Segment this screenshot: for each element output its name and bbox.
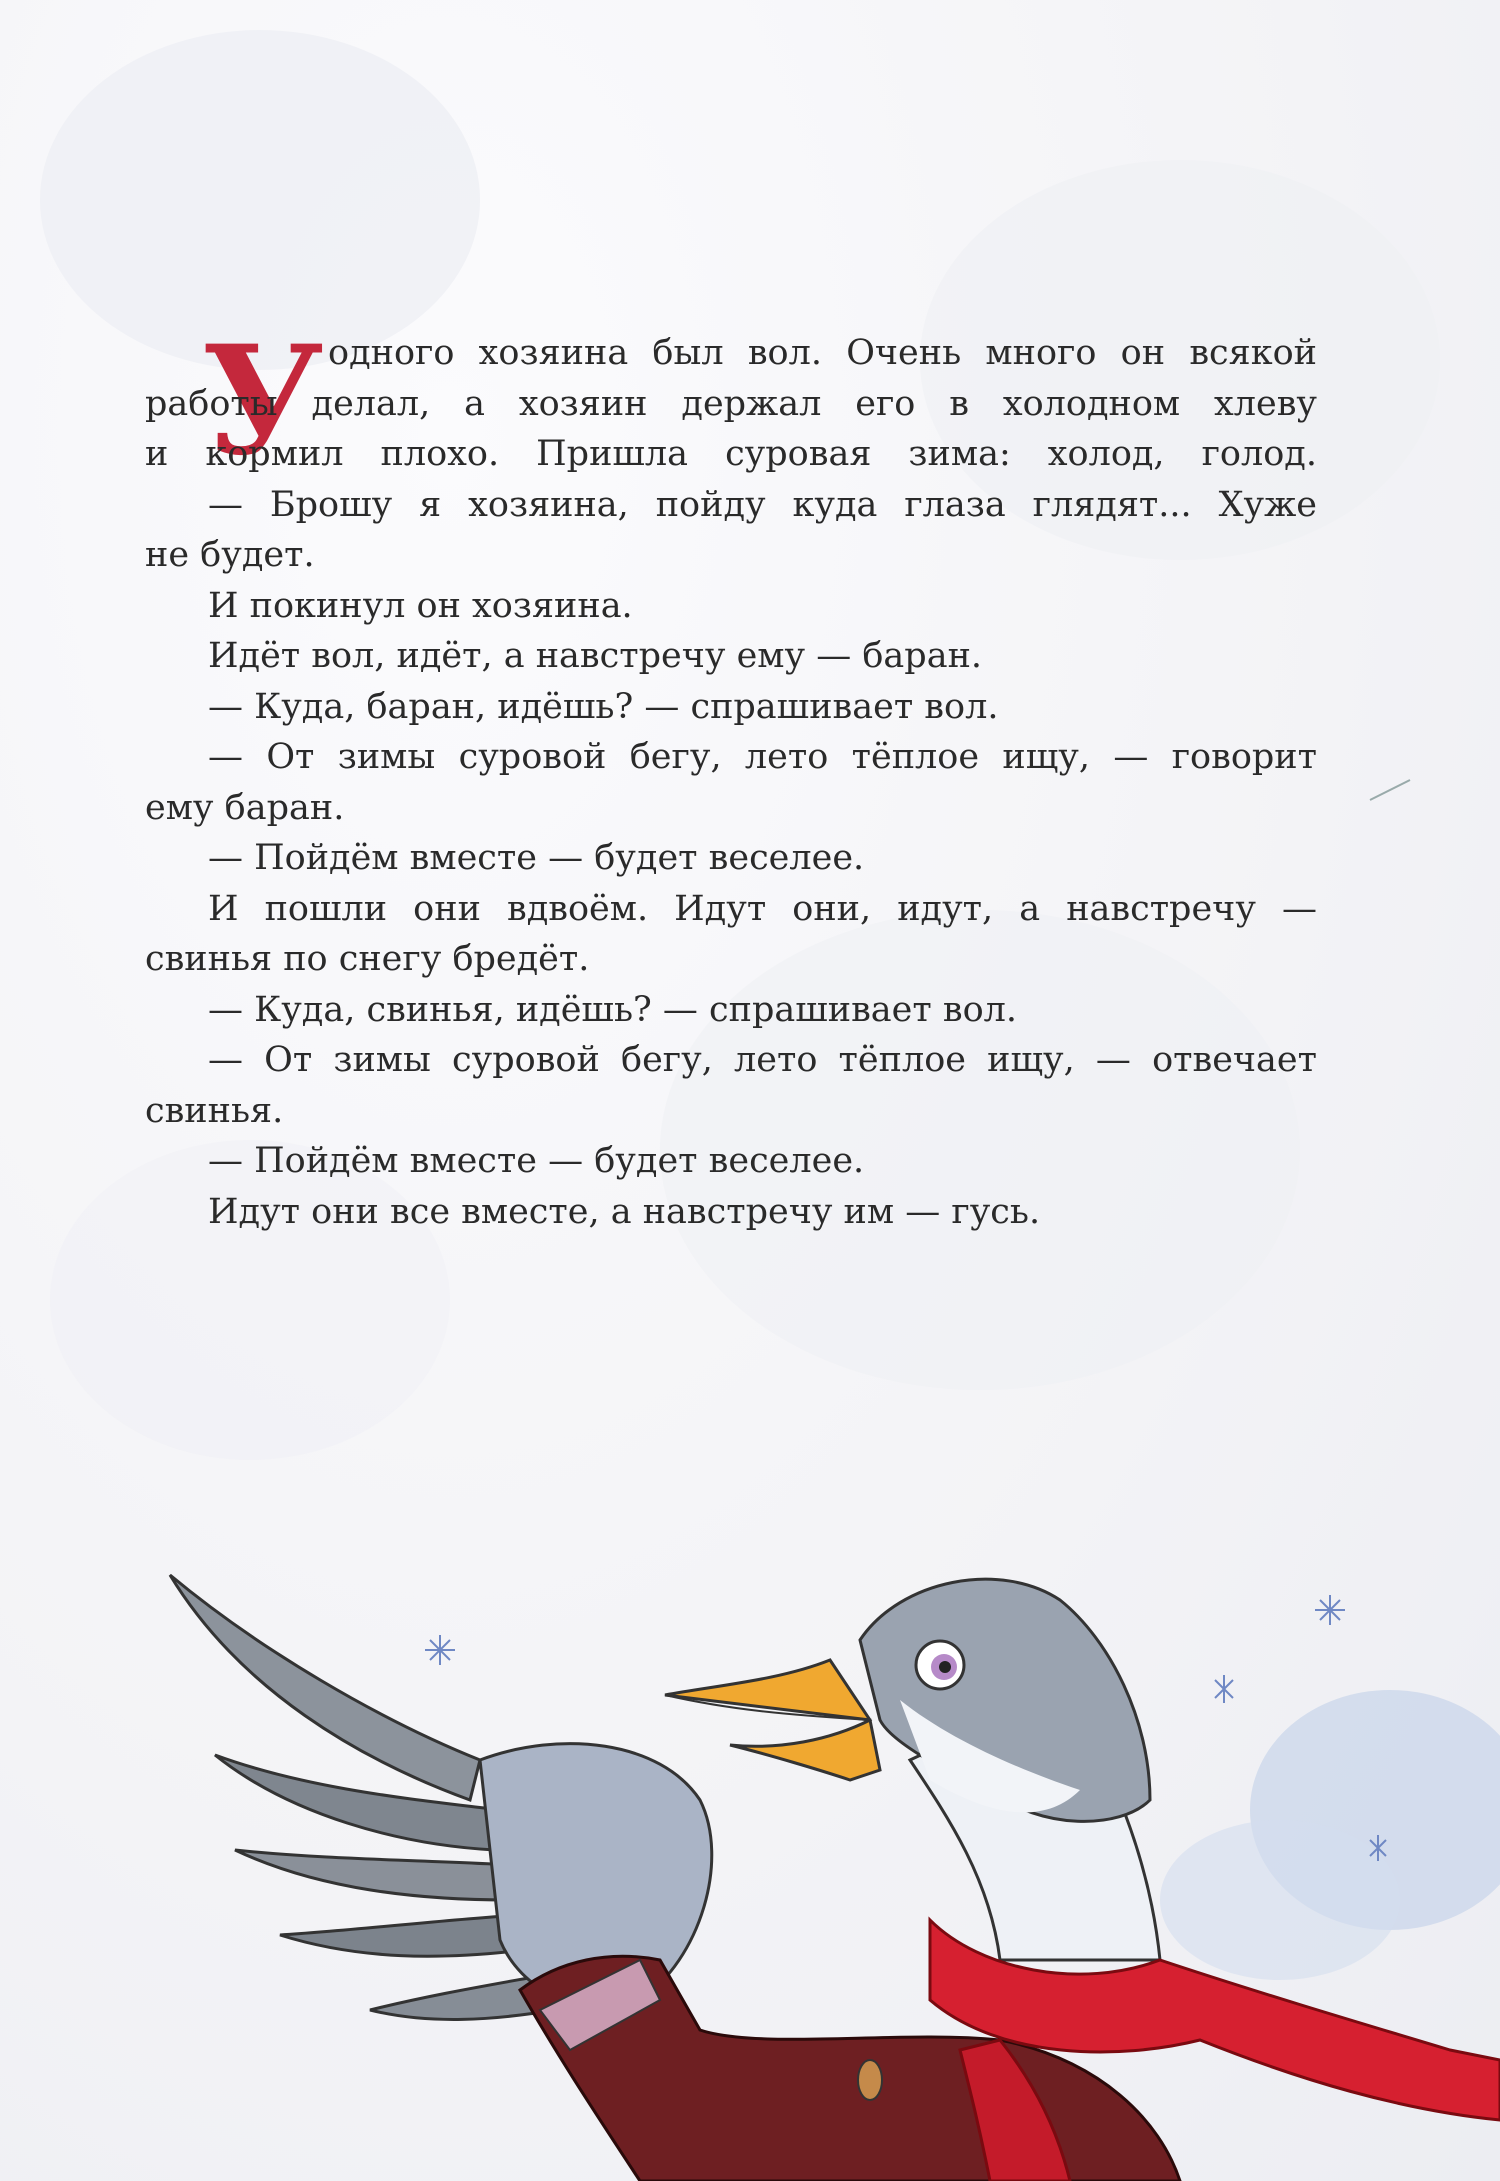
- story-line: И пошли они вдвоём. Идут они, идут, а навстречу —: [208, 888, 1317, 929]
- story-line: и кормил плохо. Пришла суровая зима: холод, голод.: [145, 434, 1317, 474]
- story-line: свинья.: [145, 1090, 284, 1131]
- story-line: не будет.: [145, 535, 315, 575]
- goose-illustration: [0, 1500, 1500, 2181]
- story-line: работы делал, а хозяин держал его в холодном хлеву: [145, 383, 1317, 424]
- story-line: ему баран.: [145, 787, 345, 828]
- story-line: — Куда, баран, идёшь? — спрашивает вол.: [208, 686, 999, 727]
- story-line: одного хозяина был вол. Очень много он всякой: [328, 333, 1317, 373]
- story-line: — От зимы суровой бегу, лето тёплое ищу, — отвечает: [208, 1040, 1317, 1080]
- story-line: И покинул он хозяина.: [208, 585, 633, 626]
- story-line: — Куда, свинья, идёшь? — спрашивает вол.: [208, 989, 1017, 1030]
- story-line: свинья по снегу бредёт.: [145, 939, 590, 979]
- story-line: — Брошу я хозяина, пойду куда глаза глядят... Хуже: [208, 484, 1317, 525]
- story-line: — Пойдём вместе — будет веселее.: [208, 838, 865, 878]
- story-line: — От зимы суровой бегу, лето тёплое ищу, — говорит: [208, 737, 1317, 777]
- drop-cap-letter: У: [202, 333, 324, 463]
- story-line: Идут они все вместе, а навстречу им — гусь.: [208, 1191, 1041, 1232]
- story-line: Идёт вол, идёт, а навстречу ему — баран.: [208, 636, 983, 676]
- story-line: — Пойдём вместе — будет веселее.: [208, 1141, 865, 1181]
- coat-button: [858, 2060, 882, 2100]
- story-text: [145, 328, 1317, 1237]
- beak: [665, 1660, 880, 1780]
